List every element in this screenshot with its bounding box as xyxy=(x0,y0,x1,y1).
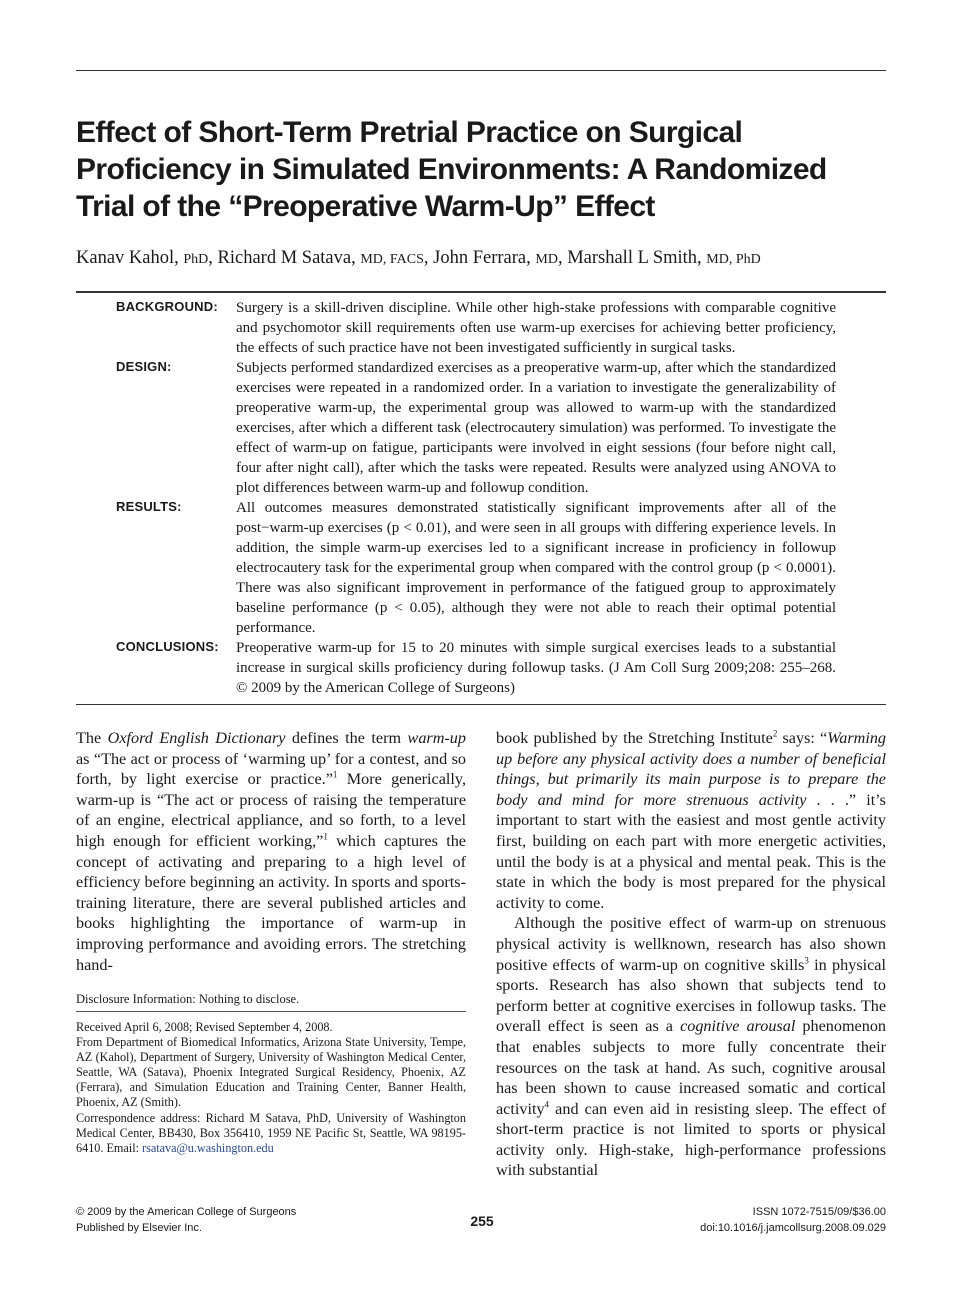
correspondence-text: Correspondence address: Richard M Satava, PhD, University of Washington Medical Center, BB430, Box 356410, 1959 NE Pacific St, Seattle, WA 98195-6410. Email: xyxy=(76,1110,466,1155)
article-title xyxy=(76,114,876,225)
body-text: More generically, warm-up is “The act or process of raising the temperature of an engine, electrical appliance, and so forth, to a level high enough for efficient working,” xyxy=(76,770,466,850)
top-rule xyxy=(76,70,886,71)
title-line: Trial of the “Preoperative Warm-Up” Effect xyxy=(76,190,655,223)
received-dates: Received April 6, 2008; Revised September 4, 2008. xyxy=(76,1020,333,1034)
abstract-label: CONCLUSIONS: xyxy=(116,639,219,654)
abstract-label: DESIGN: xyxy=(116,359,172,374)
title-line: Proficiency in Simulated Environments: A Randomized xyxy=(76,153,827,186)
citation-ref[interactable]: 1 xyxy=(332,769,338,780)
body-text: book published by the Stretching Institute xyxy=(496,729,773,747)
citation-ref[interactable]: 3 xyxy=(804,955,809,966)
body-text: The xyxy=(76,729,108,747)
body-column-left xyxy=(76,728,466,975)
title-line: Effect of Short-Term Pretrial Practice on Surgical xyxy=(76,116,743,149)
body-text: says: “ xyxy=(777,729,828,747)
author-degrees: MD, FACS xyxy=(360,252,424,267)
body-text: as “The act or process of ‘warming up’ for a contest, and so forth, by light exercise or practice.” xyxy=(76,749,466,789)
body-text: which captures the concept of activating and preparing to a high level of efficiency before beginning an activity. In sports and sports-training literature, there are several published articles and books highlighting the importance of warm-up in improving performance and avoiding errors. The stretching hand- xyxy=(76,831,466,974)
author-name: Kanav Kahol, xyxy=(76,248,179,268)
abstract-label: RESULTS: xyxy=(116,499,182,514)
body-text: defines the term xyxy=(285,729,408,747)
page-number: 255 xyxy=(470,1213,494,1229)
disclosure-statement: Disclosure Information: Nothing to disclose. xyxy=(76,992,300,1006)
abstract-text: Preoperative warm-up for 15 to 20 minutes with simple surgical exercises leads to a substantial increase in surgical skills proficiency during followup tasks. (J Am Coll Surg 2009;208: 255–268. © 2009 by the American College of Surgeons) xyxy=(236,640,836,696)
abstract-background xyxy=(76,298,886,358)
abstract-rule-top xyxy=(76,291,886,293)
author-separator: , xyxy=(208,248,213,268)
email-link[interactable]: rsatava@u.washington.edu xyxy=(142,1140,274,1155)
body-text: phenomenon that enables subjects to more fully concentrate their resources on the task at hand. As such, cognitive arousal has been shown to cause increased somatic and cortical activity xyxy=(496,1017,887,1118)
body-text: and can even aid in resisting sleep. The effect of short-term practice is not limited to sports or physical activity only. High-stake, high-performance professions with substantial xyxy=(496,1099,886,1180)
author-degrees: MD, PhD xyxy=(706,252,761,267)
correspondence xyxy=(76,1111,466,1156)
abstract-text: Subjects performed standardized exercises as a preoperative warm-up, after which the standardized exercises were repeated in a randomized order. In a variation to investigate the generalizability of preoperative warm-up, the experimental group was allowed to warm-up with the standardized exercises, after which a different task (electrocautery simulation) was performed. To investigate the effect of warm-up on fatigue, participants were involved in eight sessions (four before night call, four after night call), after which the tasks were repeated. Results were analyzed using ANOVA to plot differences between warm-up and followup condition. xyxy=(236,360,836,496)
abstract-text: Surgery is a skill-driven discipline. While other high-stake professions with comparable cognitive and psychomotor skill requirements often use warm-up exercises for achieving better proficiency, the effects of such practice have not been investigated sufficiently in surgical tasks. xyxy=(236,300,836,356)
footer-publisher: Published by Elsevier Inc. xyxy=(76,1222,202,1234)
body-text: . . .” it’s important to start with the easiest and most gentle activity first, building on each part with more energetic activities, until the body is at a physical and mental peak. This is the state in which the body is most prepared for the physical activity to come. xyxy=(496,790,886,912)
body-text: Although the positive effect of warm-up on strenuous physical activity is wellknown, research has also shown positive effects of warm-up on cognitive skills xyxy=(496,914,886,974)
citation-ref[interactable]: 4 xyxy=(544,1099,550,1110)
abstract-label: BACKGROUND: xyxy=(116,299,218,314)
footer-doi[interactable]: doi:10.1016/j.jamcollsurg.2008.09.029 xyxy=(700,1222,886,1234)
body-paragraph xyxy=(76,728,466,975)
article-notes xyxy=(76,1020,466,1156)
body-italic: Oxford English Dictionary xyxy=(107,729,286,747)
body-paragraph xyxy=(496,913,886,1181)
author-name: John Ferrara, xyxy=(433,248,531,268)
abstract-design xyxy=(76,358,886,498)
abstract-rule-bottom xyxy=(76,704,886,705)
disclosure-rule xyxy=(76,1011,466,1012)
abstract-conclusions xyxy=(76,638,886,698)
affiliations: From Department of Biomedical Informatics, Arizona State University, Tempe, AZ (Kahol), Department of Surgery, University of Washington Medical Center, Seattle, WA (Satava), Phoenix Integrated Surgical Residency, Phoenix, AZ (Ferrara), and Simulation Education and Training Center, Banner Health, Phoenix, AZ (Smith). xyxy=(76,1035,466,1110)
body-column-right xyxy=(496,728,886,1181)
author-separator: , xyxy=(423,248,429,268)
footer-right xyxy=(700,1204,886,1236)
body-text: in physical sports. Research has also shown that subjects tend to perform better at cognitive exercises in followup tasks. The overall effect is seen as a xyxy=(496,955,886,1036)
body-italic: cognitive arousal xyxy=(680,1017,796,1036)
abstract-results xyxy=(76,498,886,638)
footer-left xyxy=(76,1204,296,1236)
author-name: Marshall L Smith, xyxy=(567,248,702,268)
abstract-text: All outcomes measures demonstrated statistically significant improvements after all of the post−warm-up exercises (p < 0.01), and were seen in all groups with differing experience levels. In addition, the simple warm-up exercises led to a significant increase in proficiency in followup electrocautery task for the experimental group when compared with the control group (p < 0.0001). There was also significant improvement in performance of the fatigued group to approximately baseline performance (p < 0.05), although they were not able to reach their optimal potential performance. xyxy=(236,500,836,636)
author-list xyxy=(76,246,886,272)
footer-copyright: © 2009 by the American College of Surgeons xyxy=(76,1206,297,1218)
citation-ref[interactable]: 2 xyxy=(772,728,778,739)
author-degrees: PhD xyxy=(183,252,209,267)
citation-ref[interactable]: 1 xyxy=(323,831,328,842)
footer-issn: ISSN 1072-7515/09/$36.00 xyxy=(752,1206,886,1218)
body-italic: warm-up xyxy=(407,729,466,747)
author-separator: , xyxy=(557,248,563,268)
body-paragraph xyxy=(496,728,886,913)
author-degrees: MD xyxy=(535,252,558,267)
author-name: Richard M Satava, xyxy=(217,248,356,268)
body-italic: Warming up before any physical activity does a number of beneficial things, but primarily its main purpose is to prepare the body and mind for more strenuous activity xyxy=(496,729,887,809)
abstract xyxy=(76,298,886,698)
